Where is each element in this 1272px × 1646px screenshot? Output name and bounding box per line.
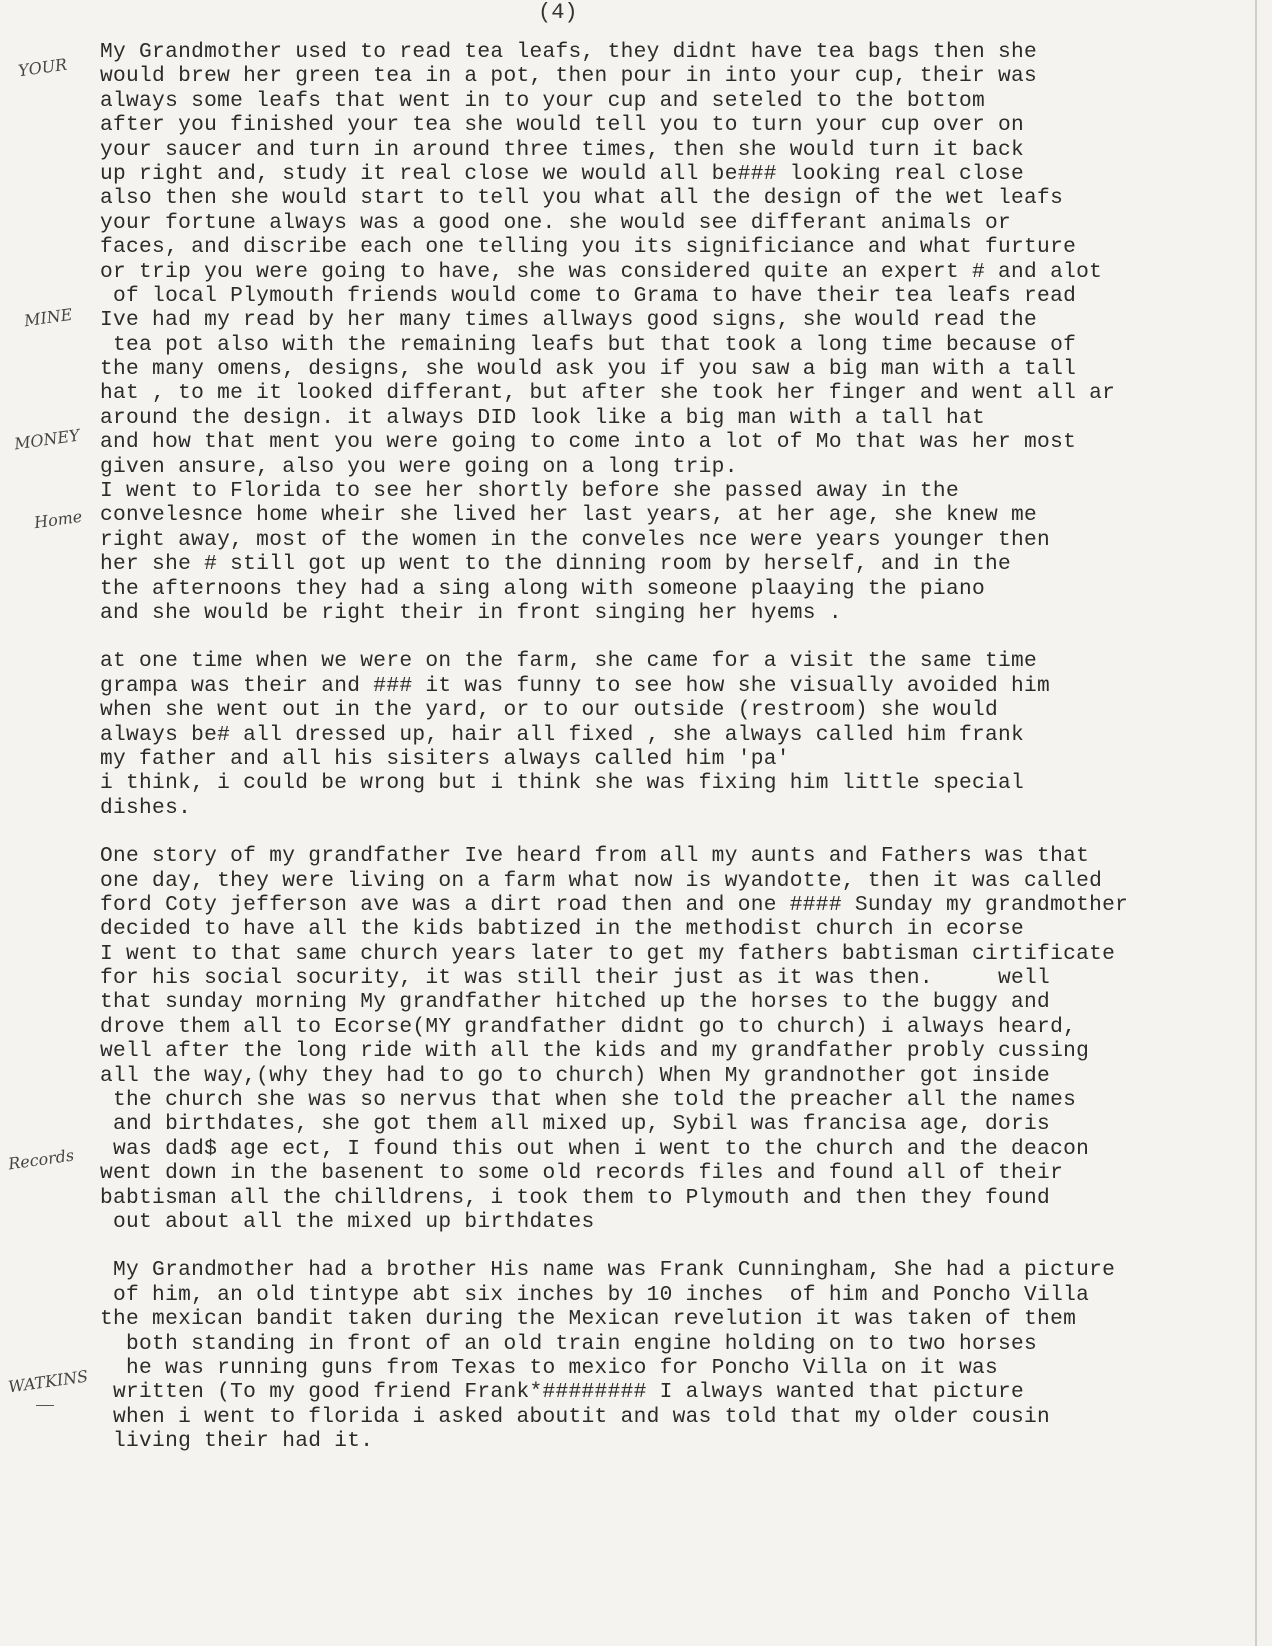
text-line: My Grandmother used to read tea leafs, they didnt have tea bags then she <box>100 40 1038 64</box>
text-line: after you finished your tea she would tell you to turn your cup over on <box>100 113 1025 138</box>
text-line: dishes. <box>100 795 192 820</box>
text-line: the many omens, designs, she would ask you if you saw a big man with a tall <box>100 357 1077 382</box>
text-line: decided to have all the kids babtized in the methodist church in ecorse <box>100 917 1025 942</box>
text-line: one day, they were living on a farm what now is wyandotte, then it was called <box>100 868 1103 893</box>
text-line: right away, most of the women in the conveles nce were years younger then <box>100 527 1051 552</box>
text-line: your fortune always was a good one. she would see differant animals or <box>100 210 1012 235</box>
text-line: and she would be right their in front singing her hyems . <box>100 600 842 625</box>
text-line: ford Coty jefferson ave was a dirt road then and one #### Sunday my grandmother <box>100 892 1129 917</box>
text-line: drove them all to Ecorse(MY grandfather didnt go to church) i always heard, <box>100 1014 1077 1039</box>
text-line: One story of my grandfather Ive heard from all my aunts and Fathers was that <box>100 844 1090 869</box>
paragraph <box>100 40 1265 625</box>
text-line: I went to that same church years later to get my fathers babtisman cirtificate <box>100 941 1116 966</box>
text-line: My Grandmother had a brother His name was Frank Cunningham, She had a picture <box>100 1258 1116 1283</box>
text-line: also then she would start to tell you what all the design of the wet leafs <box>100 186 1064 211</box>
margin-note-watkins: WATKINS <box>7 1366 90 1397</box>
text-line: he was running guns from Texas to mexico for Poncho Villa on it was <box>100 1355 999 1380</box>
margin-dash <box>36 1405 54 1406</box>
text-line: when she went out in the yard, or to our outside (restroom) she would <box>100 698 999 723</box>
text-line: around the design. it always DID look like a big man with a tall hat <box>100 405 985 430</box>
text-line: the mexican bandit taken during the Mexican revelution it was taken of them <box>100 1307 1077 1332</box>
text-line: written (To my good friend Frank*######## I always wanted that picture <box>100 1380 1025 1405</box>
text-line: of local Plymouth friends would come to Grama to have their tea leafs read <box>100 283 1077 308</box>
margin-note-home: Home <box>32 506 84 533</box>
text-line: at one time when we were on the farm, she came for a visit the same time <box>100 649 1038 674</box>
text-line: Ive had my read by her many times allways good signs, she would read the <box>100 308 1038 333</box>
text-line: both standing in front of an old train engine holding on to two horses <box>100 1331 1038 1356</box>
text-line: babtisman all the chilldrens, i took them to Plymouth and then they found <box>100 1185 1051 1210</box>
text-line: the church she was so nervus that when she told the preacher all the names <box>100 1088 1077 1113</box>
text-line: faces, and discribe each one telling you its significiance and what furture <box>100 235 1077 260</box>
text-line: up right and, study it real close we would all be### looking real close <box>100 161 1025 186</box>
paragraph <box>100 1258 1265 1453</box>
text-line: I went to Florida to see her shortly before she passed away in the <box>100 479 959 504</box>
text-line: well after the long ride with all the kids and my grandfather probly cussing <box>100 1039 1090 1064</box>
text-line: was dad$ age ect, I found this out when i went to the church and the deacon <box>100 1136 1090 1161</box>
margin-note-your: YOUR <box>16 54 69 81</box>
text-line: living their had it. <box>100 1429 374 1454</box>
text-line: given ansure, also you were going on a long trip. <box>100 454 738 479</box>
text-line: when i went to florida i asked aboutit and was told that my older cousin <box>100 1404 1051 1429</box>
text-line: grampa was their and ### it was funny to see how she visually avoided him <box>100 673 1051 698</box>
text-line: i think, i could be wrong but i think she was fixing him little special <box>100 771 1025 796</box>
text-line: and birthdates, she got them all mixed up, Sybil was francisa age, doris <box>100 1112 1051 1137</box>
text-line: and how that ment you were going to come into a lot of Mo that was her most <box>100 430 1077 455</box>
text-line: her she # still got up went to the dinning room by herself, and in the <box>100 552 1012 577</box>
text-line: always some leafs that went in to your cup and seteled to the bottom <box>100 88 985 113</box>
text-line: your saucer and turn in around three times, then she would turn it back <box>100 137 1025 162</box>
text-line: or trip you were going to have, she was considered quite an expert # and alot <box>100 259 1103 284</box>
text-line: of him, an old tintype abt six inches by 10 inches of him and Poncho Villa <box>100 1282 1090 1307</box>
text-line: always be# all dressed up, hair all fixed , she always called him frank <box>100 722 1025 747</box>
text-line: that sunday morning My grandfather hitched up the horses to the buggy and <box>100 990 1051 1015</box>
margin-note-mine: MINE <box>22 304 74 331</box>
typed-text-body <box>100 40 1265 1477</box>
text-line: tea pot also with the remaining leafs but that took a long time because of <box>100 332 1077 357</box>
text-line: hat , to me it looked differant, but after she took her finger and went all ar <box>100 381 1116 406</box>
text-line: went down in the basenent to some old records files and found all of their <box>100 1161 1064 1186</box>
text-line: out about all the mixed up birthdates <box>100 1209 595 1234</box>
page-number: (4) <box>538 0 578 25</box>
text-line: the afternoons they had a sing along with someone plaaying the piano <box>100 576 985 601</box>
text-line: my father and all his sisiters always called him 'pa' <box>100 746 790 771</box>
margin-note-money: MONEY <box>12 425 81 454</box>
text-line: convelesnce home wheir she lived her last years, at her age, she knew me <box>100 503 1038 528</box>
text-line: would brew her green tea in a pot, then pour in into your cup, their was <box>100 64 1038 89</box>
text-line: for his social socurity, it was still their just as it was then. well <box>100 966 1051 991</box>
paragraph <box>100 844 1265 1234</box>
paragraph <box>100 649 1265 820</box>
text-line: all the way,(why they had to go to church) When My grandnother got inside <box>100 1063 1051 1088</box>
margin-note-records: Records <box>7 1145 76 1174</box>
